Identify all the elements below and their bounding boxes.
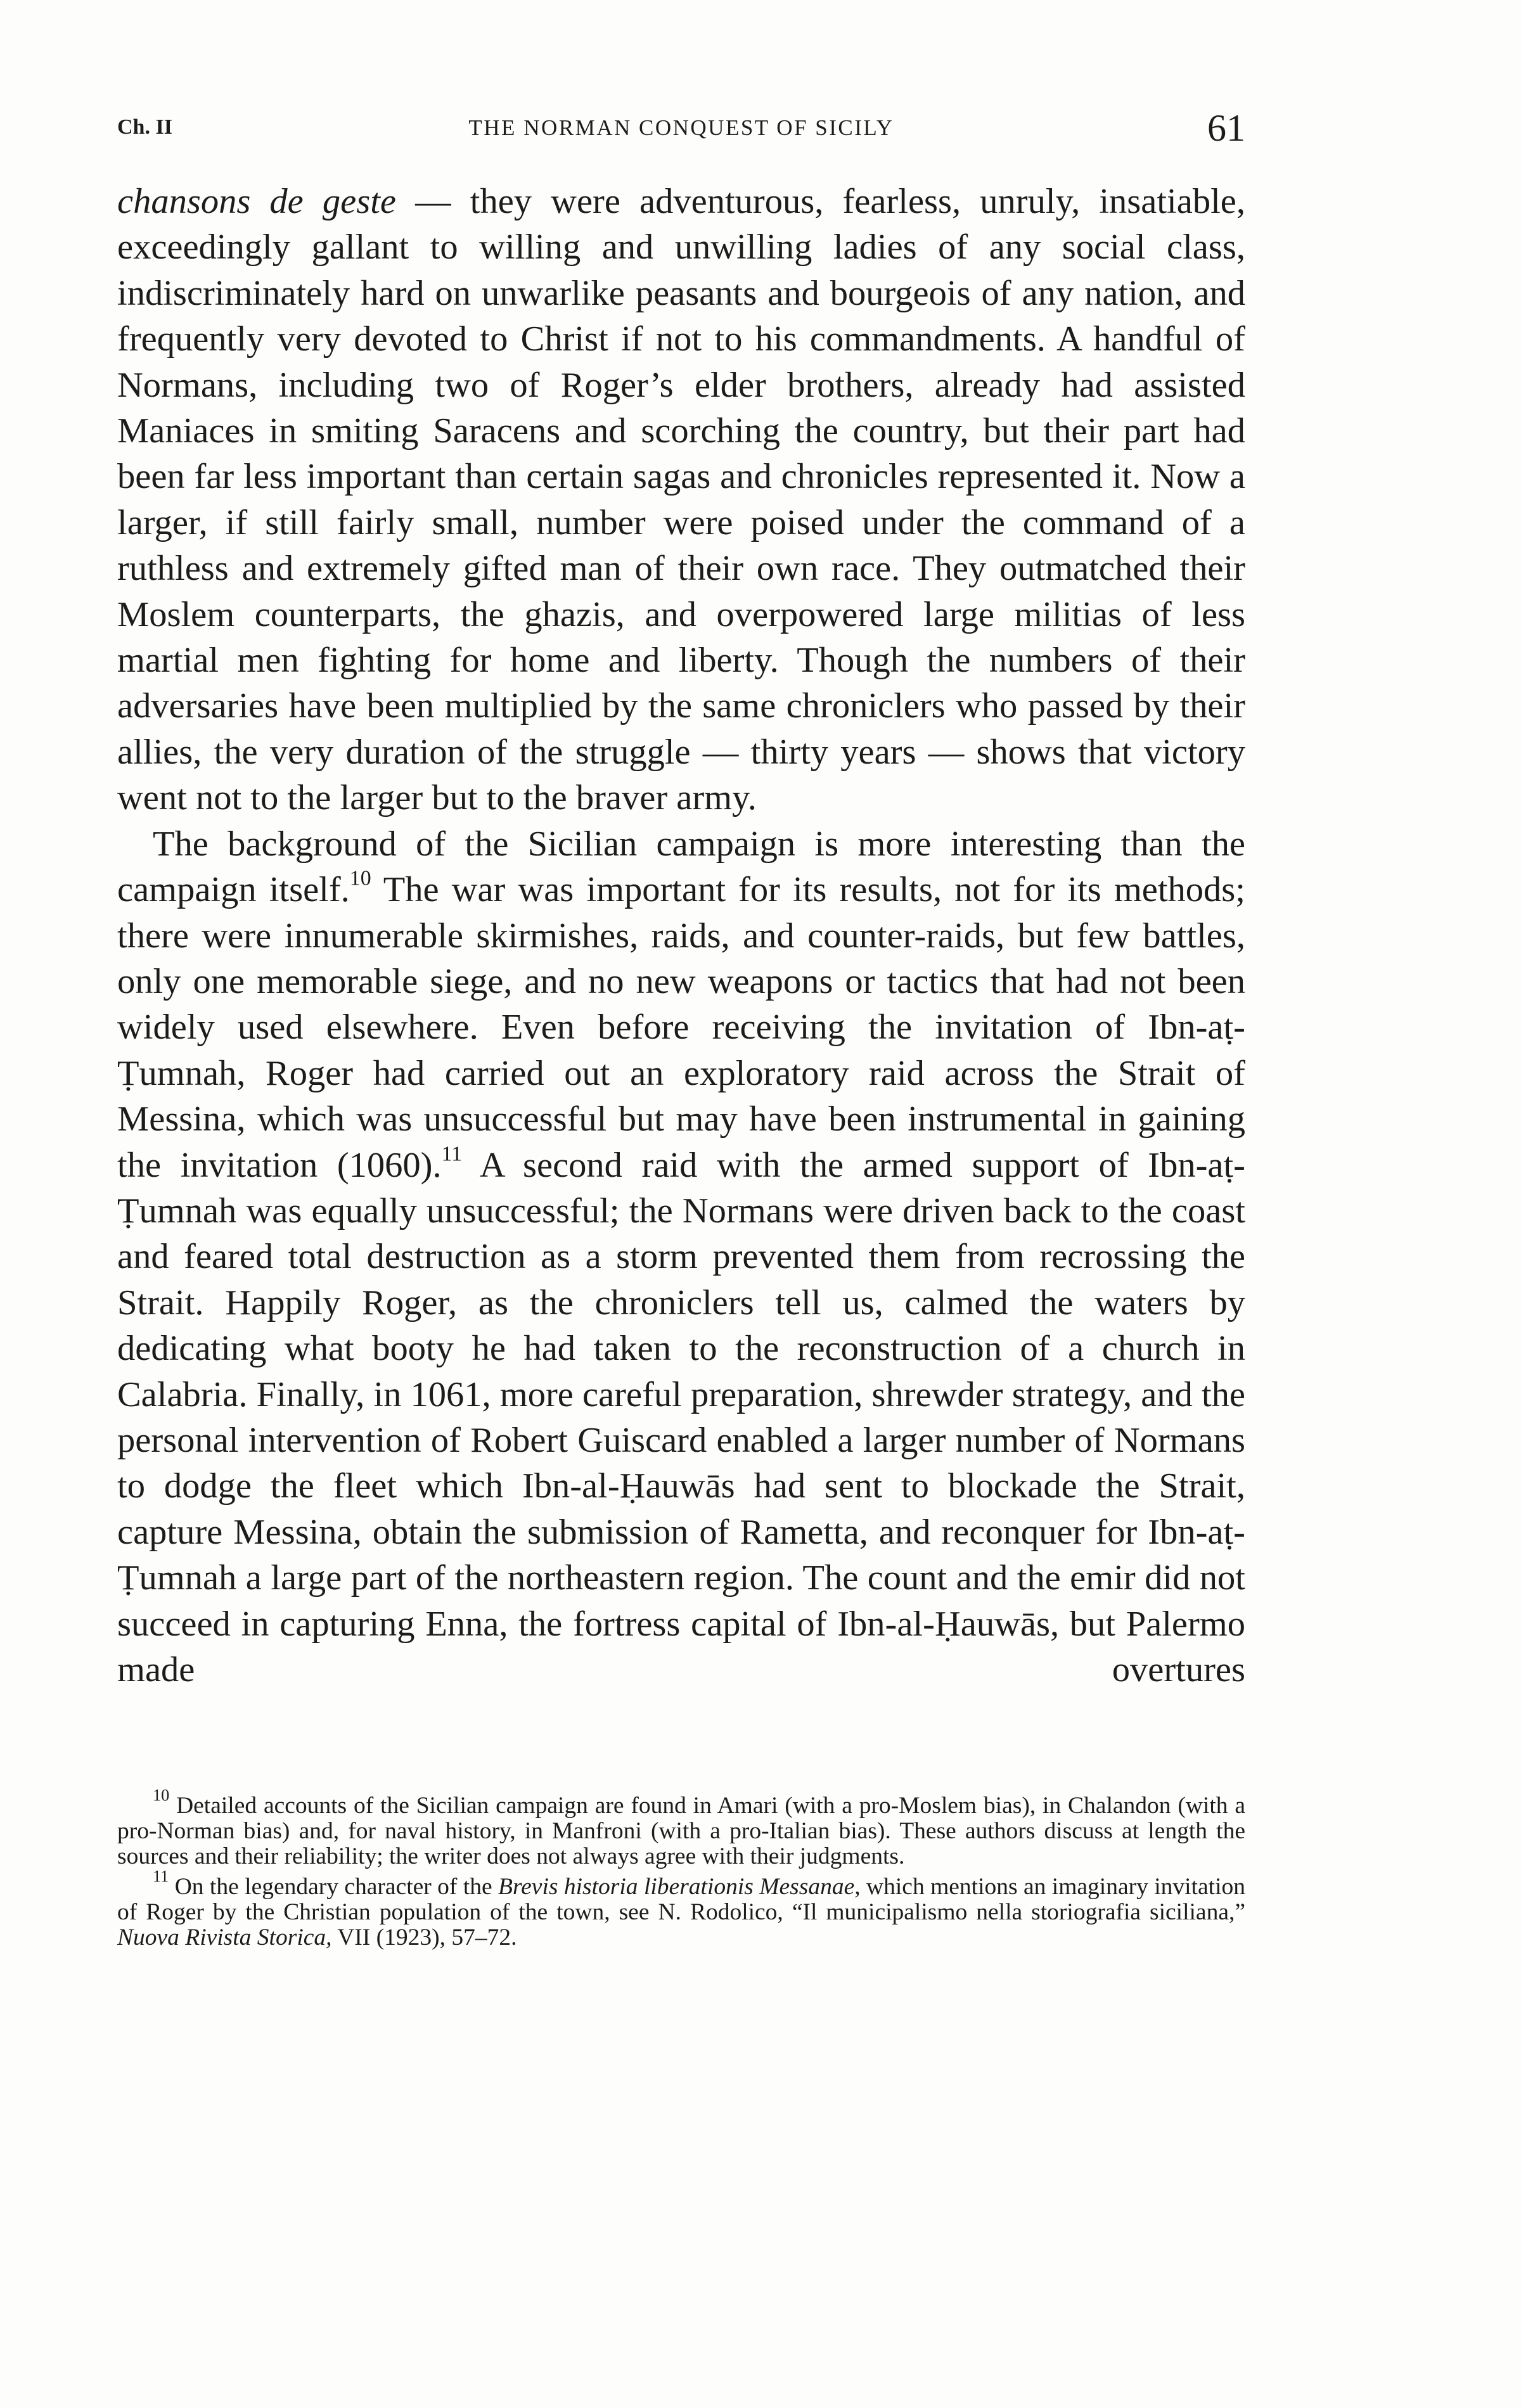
italic-title: Nuova Rivista Storica, [117,1924,332,1950]
footnote-text: On the legendary character of the [169,1874,499,1900]
italic-title: Brevis historia liberationis Messanae, [498,1874,861,1900]
paragraph-text: A second raid with the armed support of Ibn-aṭ-Ṭumnah was equally unsuccessful; the Normans were driven back to the coast and feared total destruction as a storm prevented them from recrossing the Strait. Happily Roger, as the chroniclers tell us, calmed the waters by dedicating what booty he had taken to the reconstruction of a church in Calabria. Finally, in 1061, more careful preparation, shrewder strategy, and the personal intervention of Robert Guiscard enabled a larger number of Normans to dodge the fleet which Ibn-al-Ḥauwās had sent to blockade the Strait, capture Messina, obtain the submission of Rametta, and reconquer for Ibn-aṭ-Ṭumnah a large part of the northeastern region. The count and the emir did not succeed in capturing Enna, the fortress capital of Ibn-al-Ḥauwās, but Palermo made overtures [117,1145,1245,1689]
footnote-text: which mentions an imaginary invitation of Roger by the Christian population of the town, see N. Rodolico, “Il municipalismo nella storiografia siciliana,” [117,1874,1245,1925]
footnote-marker: 11 [153,1867,169,1886]
footnote-text: VII (1923), 57–72. [331,1924,517,1950]
running-title: THE NORMAN CONQUEST OF SICILY [468,115,894,140]
chapter-label: Ch. II [117,115,172,139]
footnote-10 [117,1786,1245,1869]
footnote-11 [117,1867,1245,1950]
paragraph-text: The background of the Sicilian campaign is more interesting than the campaign itself. [117,824,1245,910]
footnotes [117,1786,1245,1950]
footnote-marker: 10 [153,1786,170,1805]
running-head [117,106,1245,157]
page-number: 61 [1207,107,1245,149]
paragraph-text: The war was important for its results, not for its methods; there were innumerable skirmishes, raids, and counter-raids, but few battles, only one memorable siege, and no new weapons or tactics that had not been widely used elsewhere. Even before receiving the invitation of Ibn-aṭ-Ṭumnah, Roger had carried out an exploratory raid across the Strait of Messina, which was unsuccessful but may have been instrumental in gaining the invitation (1060). [117,870,1245,1185]
footnote-text: Detailed accounts of the Sicilian campaign are found in Amari (with a pro-Moslem bias), in Chalandon (with a pro-Norman bias) and, for naval history, in Manfroni (with a pro-Italian bias). These authors discuss at length the sources and their reliability; the writer does not always agree with their judgments. [117,1793,1245,1869]
body-text [117,179,1245,1693]
footnote-ref-10: 10 [349,866,371,890]
italic-phrase: chansons de geste [117,182,396,221]
paragraph-text: — they were adventurous, fearless, unruly, insatiable, exceedingly gallant to willing and unwilling ladies of any social class, indiscriminately hard on unwarlike peasants and bourgeois of any nation, and frequently very devoted to Christ if not to his commandments. A handful of Normans, including two of Roger’s elder brothers, already had assisted Maniaces in smiting Saracens and scorching the country, but their part had been far less important than certain sagas and chronicles represented it. Now a larger, if still fairly small, number were poised under the command of a ruthless and extremely gifted man of their own race. They outmatched their Moslem counterparts, the ghazis, and overpowered large militias of less martial men fighting for home and liberty. Though the numbers of their adversaries have been multiplied by the same chroniclers who passed by their allies, the very duration of the struggle — thirty years — shows that victory went not to the larger but to the braver army. [117,182,1245,818]
footnote-ref-11: 11 [441,1142,463,1166]
paragraph-2 [117,821,1245,1693]
paragraph-1 [117,179,1245,821]
